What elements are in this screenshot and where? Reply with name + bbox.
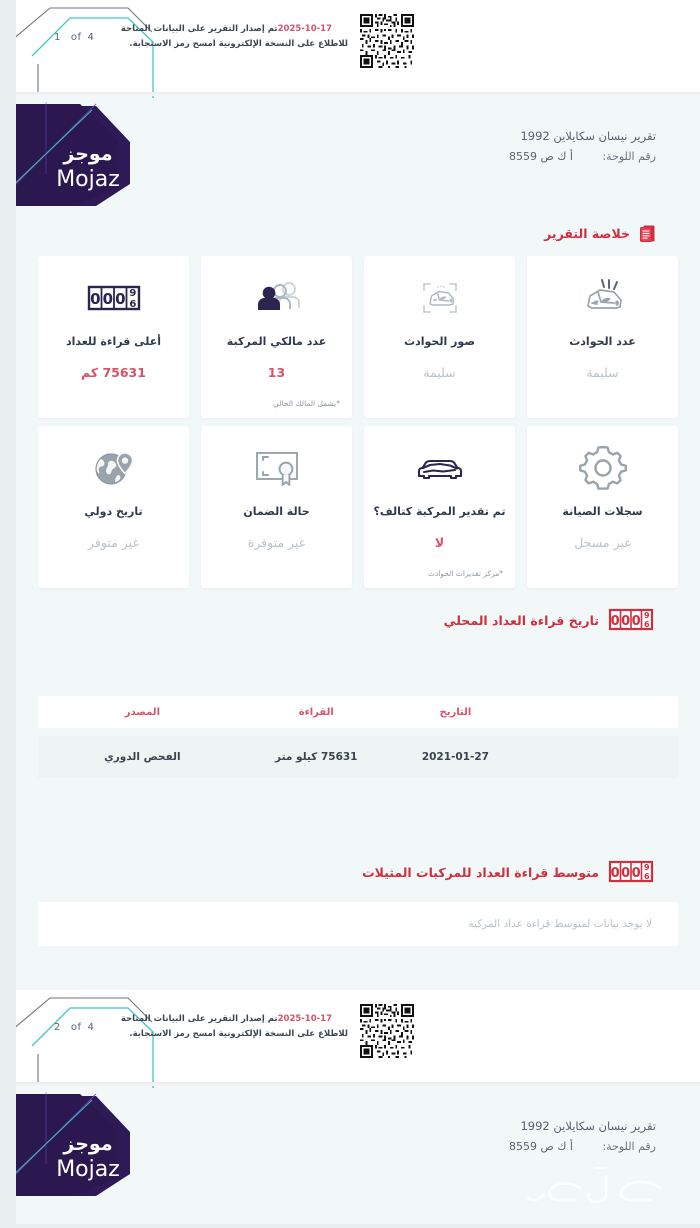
odometer-history-heading <box>444 608 656 632</box>
page-of-label: of <box>70 1022 82 1033</box>
summary-card-maintenance[interactable] <box>527 426 678 588</box>
svg-text:6: 6 <box>644 872 650 881</box>
svg-text:9: 9 <box>644 863 650 872</box>
summary-card-warranty[interactable] <box>201 426 352 588</box>
plate-label: رقم اللوحة: <box>602 1140 656 1153</box>
table-row <box>38 736 678 778</box>
gear-icon <box>577 442 629 494</box>
card-value: سليمة <box>423 365 456 380</box>
accident-photo-icon <box>413 272 467 324</box>
warranty-certificate-icon <box>249 442 305 494</box>
bottom-edge <box>0 1224 700 1228</box>
card-label: عدد مالكي المركبة <box>226 335 327 348</box>
issue-text: تم إصدار التقرير على البيانات المتاحة <box>120 1014 278 1024</box>
report-document-icon <box>639 224 656 243</box>
summary-card-highest-odometer[interactable] <box>38 256 189 418</box>
issue-info <box>121 1012 348 1042</box>
globe-pin-icon <box>88 442 140 494</box>
plate-value: أ ك ص 8559 <box>509 150 573 163</box>
empty-message: لا يوجد بيانات لمتوسط قراءة عداد المركبة <box>468 918 652 930</box>
svg-text:موجز: موجز <box>63 1133 113 1155</box>
card-label: تاريخ دولي <box>84 505 143 518</box>
page-number: 2 <box>54 1022 61 1033</box>
card-value: 75631 كم <box>81 365 146 380</box>
page-total: 4 <box>87 1022 95 1033</box>
table-header-cell-date: التاريخ <box>439 706 472 718</box>
page-1-header <box>16 0 700 92</box>
summary-section-heading <box>544 224 656 243</box>
owners-group-icon <box>250 272 304 324</box>
card-value: غير متوفرة <box>247 535 306 550</box>
report-page-1 <box>16 0 700 990</box>
summary-card-total-loss[interactable] <box>364 426 515 588</box>
svg-text:0: 0 <box>621 614 631 629</box>
accident-count-icon <box>576 272 630 324</box>
summary-cards-row-1 <box>38 256 678 418</box>
card-value: غير متوفر <box>88 535 139 550</box>
card-label: تم تقدير المركبة كتالف؟ <box>373 505 506 518</box>
svg-text:6: 6 <box>644 620 650 629</box>
issue-date: 2025-10-17 <box>277 1014 332 1024</box>
card-value: لا <box>434 535 445 550</box>
card-value: 13 <box>267 365 286 380</box>
damaged-car-icon <box>410 442 470 494</box>
svg-text:0: 0 <box>610 866 620 881</box>
vehicle-info <box>509 1116 656 1158</box>
svg-text:Mojaz: Mojaz <box>56 1157 120 1182</box>
card-label: حالة الضمان <box>243 505 310 518</box>
average-odometer-empty-panel <box>38 902 678 946</box>
odometer-red-icon <box>608 860 656 884</box>
qr-code-icon[interactable] <box>358 12 416 70</box>
summary-card-accident-count[interactable] <box>527 256 678 418</box>
table-body <box>38 736 678 778</box>
card-value: غير مسجل <box>574 535 631 550</box>
summary-card-international-history[interactable] <box>38 426 189 588</box>
mojaz-logo <box>0 96 140 206</box>
svg-text:9: 9 <box>644 611 650 620</box>
svg-text:0: 0 <box>114 290 126 308</box>
svg-text:0: 0 <box>631 866 641 881</box>
odometer-history-table <box>38 696 678 778</box>
svg-text:0: 0 <box>631 614 641 629</box>
issue-date: 2025-10-17 <box>277 24 332 34</box>
summary-card-accident-photos[interactable] <box>364 256 515 418</box>
report-page-2 <box>16 990 700 1228</box>
svg-text:Mojaz: Mojaz <box>56 167 120 192</box>
qr-code-icon[interactable] <box>358 1002 416 1060</box>
card-label: عدد الحوادث <box>569 335 636 348</box>
svg-text:9: 9 <box>128 288 136 299</box>
table-cell-source: الفحص الدوري <box>104 751 181 763</box>
scan-text: للاطلاع على النسخة الإلكترونية امسح رمز الاستجابة. <box>129 1029 348 1039</box>
page-of-label: of <box>70 32 82 43</box>
card-value: سليمة <box>586 365 619 380</box>
table-cell-date: 2021-01-27 <box>421 751 489 763</box>
page-total: 4 <box>87 32 95 43</box>
scan-text: للاطلاع على النسخة الإلكترونية امسح رمز الاستجابة. <box>129 39 348 49</box>
svg-text:0: 0 <box>621 866 631 881</box>
svg-text:0: 0 <box>102 290 113 308</box>
odometer-history-title: تاريخ قراءة العداد المحلي <box>443 612 599 628</box>
svg-text:6: 6 <box>128 299 136 310</box>
table-cell-reading: 75631 كيلو متر <box>275 751 358 763</box>
svg-text:0: 0 <box>89 290 101 308</box>
page-counter <box>52 1022 94 1033</box>
odometer-icon <box>85 272 143 324</box>
svg-text:0: 0 <box>610 614 620 629</box>
page-number: 1 <box>54 32 61 43</box>
odometer-red-icon <box>608 608 656 632</box>
card-label: سجلات الصيانة <box>562 505 643 518</box>
issue-text: تم إصدار التقرير على البيانات المتاحة <box>120 24 278 34</box>
summary-card-owners[interactable] <box>201 256 352 418</box>
vehicle-title: تقرير نيسان سكايلاين 1992 <box>520 129 656 143</box>
table-header-row <box>38 696 678 728</box>
card-label: أعلى قراءة للعداد <box>65 335 162 348</box>
page-2-header <box>16 990 700 1082</box>
table-header-cell-reading: القراءة <box>298 706 334 718</box>
table-header-cell-source: المصدر <box>124 706 160 718</box>
svg-text:موجز: موجز <box>63 143 113 165</box>
plate-value: أ ك ص 8559 <box>509 1140 573 1153</box>
mojaz-logo <box>0 1086 140 1196</box>
summary-section-title: خلاصة التقرير <box>544 226 630 241</box>
plate-label: رقم اللوحة: <box>602 150 656 163</box>
vehicle-title: تقرير نيسان سكايلاين 1992 <box>520 1119 656 1133</box>
card-note: *مركز تقديرات الحوادث <box>427 569 503 578</box>
issue-info <box>121 22 348 52</box>
card-note: *يشمل المالك الحالي <box>273 399 340 408</box>
average-odometer-heading <box>362 860 656 884</box>
card-label: صور الحوادث <box>404 335 475 348</box>
page-counter <box>52 32 94 43</box>
vehicle-info <box>509 126 656 168</box>
plate-row <box>509 146 656 168</box>
left-gutter <box>0 0 16 1228</box>
average-odometer-title: متوسط قراءة العداد للمركبات المثيلات <box>362 864 599 880</box>
summary-cards-row-2 <box>38 426 678 588</box>
plate-row <box>509 1136 656 1158</box>
